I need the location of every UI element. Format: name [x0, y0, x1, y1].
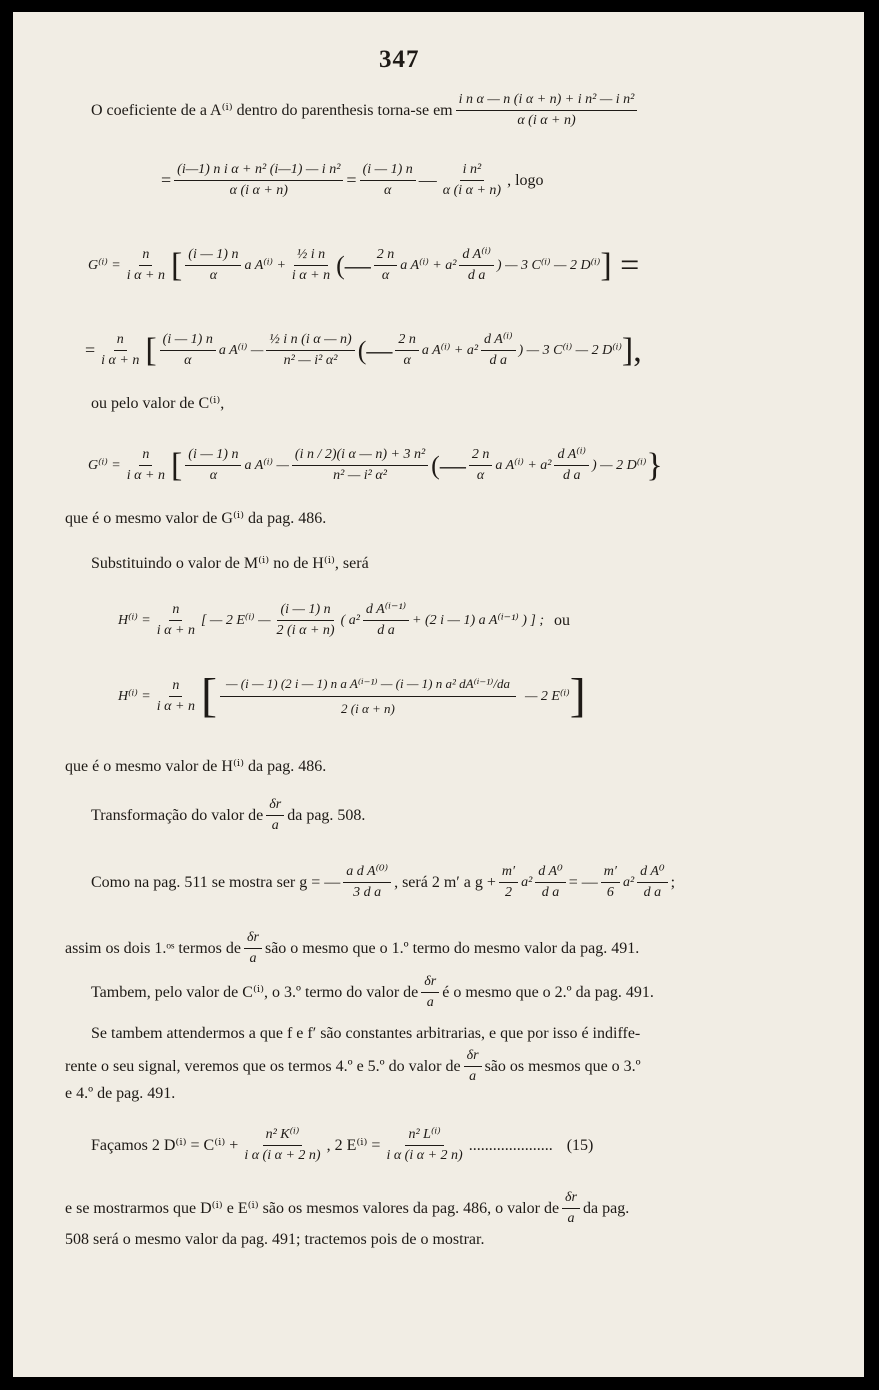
close-bracket: ],: [621, 331, 642, 369]
text-run: , 2 E⁽ⁱ⁾ =: [326, 1136, 381, 1154]
fraction-denominator: 3 d a: [353, 885, 382, 900]
paragraph-1-text: O coeficiente de a A⁽ⁱ⁾ dentro do parenthesis torna-se em: [91, 101, 453, 119]
fraction-denominator: n² — i² α²: [333, 468, 387, 483]
fraction-numerator: d A⁰: [535, 864, 565, 883]
fraction-numerator: n: [169, 678, 182, 697]
fraction-numerator: i n α — n (i α + n) + i n² — i n²: [456, 92, 638, 111]
fraction-numerator: δr: [562, 1190, 580, 1209]
equation-term: a A⁽ⁱ⁾ —: [244, 458, 289, 473]
fraction-denominator: α: [381, 268, 390, 283]
text-run: a²: [622, 874, 635, 890]
page-number: 347: [379, 46, 420, 73]
equation-2: = $\frac{\text{(i—1) n i α + n² (i—1) — i n²}}{\text{α (i α + n)}}$ = $\frac{(i — 1) n}{\alpha}$ — $\frac{\text{i n²}}{\text{α (i α + n)}}$ , logo: [161, 162, 544, 198]
fraction-denominator: i α (i α + 2 n): [244, 1148, 321, 1163]
equation-6: G⁽ⁱ⁾ = $\frac{n}{\text{i α + n}}$ [ $\frac{(i — 1) n}{\alpha}$ a A⁽ⁱ⁾ — $\frac{\text{(i n / 2)(i α — n) + 3 n²}}{\text{n² — i² α²}}$ (— $\frac{2 n}{\alpha}$ a A⁽ⁱ⁾ + a² $\frac{\text{d A⁽ⁱ⁾}}{\text{d a}}$ ) — 2 D⁽ⁱ⁾ }: [88, 446, 663, 484]
fraction-numerator: δr: [266, 797, 284, 816]
fraction-numerator: (i — 1) n: [160, 332, 216, 351]
fraction: [456, 92, 638, 129]
close-bracket: ] =: [600, 246, 640, 284]
equation-term: + (2 i — 1) a A⁽ⁱ⁻¹⁾ ) ] ;: [412, 613, 544, 628]
text-run: são os mesmos que o 3.º: [484, 1057, 641, 1075]
fraction-numerator: m′: [601, 864, 620, 883]
text-run: Como na pag. 511 se mostra ser g = —: [91, 873, 341, 891]
paragraph-16-line-3: e 4.º de pag. 491.: [65, 1085, 176, 1102]
text-run: , será 2 m′ a g +: [394, 873, 496, 891]
fraction-numerator: d A⁽ⁱ⁾: [481, 332, 516, 351]
leader-dots: .....................: [468, 1136, 553, 1154]
equation-tail: ou: [553, 611, 570, 629]
fraction-numerator: i n²: [460, 162, 485, 181]
fraction-numerator: n: [114, 332, 127, 351]
fraction-numerator: (i — 1) n: [360, 162, 416, 181]
equation-term: ) — 3 C⁽ⁱ⁾ — 2 D⁽ⁱ⁾: [518, 343, 622, 358]
fraction-numerator: d A⁽ⁱ⁾: [459, 247, 494, 266]
fraction-denominator: α (i α + n): [229, 183, 288, 198]
fraction-denominator: i α + n: [126, 268, 165, 283]
equation-term: a A⁽ⁱ⁾ —: [218, 343, 264, 358]
fraction-denominator: a: [271, 818, 279, 833]
paragraph-1: [91, 92, 640, 129]
fraction-denominator: d a: [467, 268, 486, 283]
fraction-numerator: m′: [499, 864, 518, 883]
equation-term: [ — 2 E⁽ⁱ⁾ —: [200, 613, 271, 628]
equation-term: — 2 E⁽ⁱ⁾: [524, 688, 570, 704]
fraction-denominator: i α + n: [101, 353, 140, 368]
open-paren: (—: [431, 450, 466, 480]
equation-number: (15): [566, 1136, 594, 1154]
fraction-numerator: (i — 1) n: [277, 602, 333, 621]
fraction-numerator: n: [139, 447, 152, 466]
fraction-denominator: α: [209, 268, 218, 283]
text-run: e se mostrarmos que D⁽ⁱ⁾ e E⁽ⁱ⁾ são os mesmos valores da pag. 486, o valor de: [65, 1199, 560, 1217]
fraction-numerator: δr: [421, 974, 439, 993]
equation-10: H⁽ⁱ⁾ = $\frac{n}{\text{i α + n}}$ [ $\frac{\text{— (i — 1) (2 i — 1) n a A⁽ⁱ⁻¹⁾ — (i — 1) n a² dA⁽ⁱ⁻¹⁾/da}}{\text{2 (i α + n)}}$ — 2 E⁽ⁱ⁾ ]: [118, 669, 586, 722]
fraction-denominator: a: [469, 1069, 477, 1084]
text-run: da pag. 508.: [287, 806, 366, 824]
text-run: rente o seu signal, veremos que os termos 4.º e 5.º do valor de: [65, 1057, 461, 1075]
paragraph-7: que é o mesmo valor de G⁽ⁱ⁾ da pag. 486.: [65, 510, 327, 527]
fraction-numerator: 2 n: [469, 447, 493, 466]
fraction-denominator: 2 (i α + n): [276, 623, 335, 638]
fraction-denominator: d a: [489, 353, 508, 368]
equation-lead: H⁽ⁱ⁾ =: [118, 688, 151, 704]
paragraph-14: [65, 930, 639, 967]
fraction-denominator: 2 (i α + n): [341, 700, 395, 716]
fraction-numerator: n² K⁽ⁱ⁾: [263, 1127, 303, 1146]
paragraph-12: [91, 797, 365, 834]
paragraph-8: Substituindo o valor de M⁽ⁱ⁾ no de H⁽ⁱ⁾, será: [91, 555, 369, 572]
paragraph-16-line-1: Se tambem attendermos a que f e f′ são constantes arbitrarias, e que por isso é indiffe-: [91, 1025, 641, 1042]
text-run: ;: [670, 873, 676, 891]
equation-term: a A⁽ⁱ⁾ + a²: [495, 458, 552, 473]
paragraph-5: ou pelo valor de C⁽ⁱ⁾,: [91, 395, 225, 412]
fraction-numerator: δr: [244, 930, 262, 949]
equation-term: ) — 2 D⁽ⁱ⁾: [591, 458, 647, 473]
fraction-numerator: — (i — 1) (2 i — 1) n a A⁽ⁱ⁻¹⁾ — (i — 1) n a² dA⁽ⁱ⁻¹⁾/da: [220, 676, 516, 697]
open-paren: (—: [336, 250, 371, 280]
equation-2-tail: , logo: [507, 171, 544, 189]
fraction-numerator: n² L⁽ⁱ⁾: [405, 1127, 443, 1146]
text-run: a²: [521, 874, 533, 890]
equation-lead: H⁽ⁱ⁾ =: [118, 613, 151, 628]
fraction-numerator: 2 n: [395, 332, 419, 351]
fraction-numerator: d A⁽ⁱ⁾: [554, 447, 589, 466]
fraction-denominator: d a: [377, 623, 395, 638]
fraction: [440, 162, 504, 199]
fraction-denominator: d a: [562, 468, 581, 483]
equation-term: a A⁽ⁱ⁾ + a²: [421, 343, 479, 358]
fraction-denominator: α: [403, 353, 411, 368]
fraction-denominator: α: [184, 353, 192, 368]
fraction-denominator: i α (i α + 2 n): [386, 1148, 463, 1163]
fraction-denominator: d a: [643, 885, 662, 900]
close-brace: }: [646, 446, 663, 484]
fraction-denominator: α: [383, 183, 392, 198]
fraction-denominator: α: [209, 468, 218, 483]
fraction-numerator: (i — 1) n: [185, 447, 241, 466]
fraction-numerator: d A⁰: [637, 864, 667, 883]
paragraph-18-line-2: 508 será o mesmo valor da pag. 491; tractemos pois de o mostrar.: [65, 1231, 485, 1248]
fraction-denominator: α (i α + n): [442, 183, 502, 198]
text-run: da pag.: [583, 1199, 630, 1217]
text-run: são o mesmo que o 1.º termo do mesmo valor da pag. 491.: [264, 939, 640, 957]
text-run: Façamos 2 D⁽ⁱ⁾ = C⁽ⁱ⁾ +: [91, 1136, 239, 1154]
fraction-denominator: i α + n: [156, 698, 195, 714]
text-run: Transformação do valor de: [91, 806, 264, 824]
equation-term: a A⁽ⁱ⁾ + a²: [400, 258, 457, 273]
equation-lead: G⁽ⁱ⁾ =: [88, 258, 121, 273]
fraction-denominator: i α + n: [291, 268, 331, 283]
fraction-numerator: (i n / 2)(i α — n) + 3 n²: [292, 447, 428, 466]
fraction-numerator: ½ i n (i α — n): [266, 332, 354, 351]
fraction: [174, 162, 343, 199]
equation-3: G⁽ⁱ⁾ = $\frac{n}{\text{i α + n}}$ [ $\frac{(i — 1) n}{\alpha}$ a A⁽ⁱ⁾ + $\frac{\text{½ i n}}{\text{i α + n}}$ (— $\frac{2 n}{\alpha}$ a A⁽ⁱ⁾ + a² $\frac{\text{d A⁽ⁱ⁾}}{\text{d a}}$ ) — 3 C⁽ⁱ⁾ — 2 D⁽ⁱ⁾ ] =: [88, 246, 640, 284]
fraction-denominator: a: [426, 995, 434, 1010]
equation-term: ( a²: [340, 612, 360, 628]
equation-lead: =: [85, 340, 96, 360]
fraction-denominator: d a: [541, 885, 560, 900]
paragraph-15: [91, 974, 654, 1011]
fraction: [360, 162, 416, 199]
text-run: Tambem, pelo valor de C⁽ⁱ⁾, o 3.º termo do valor de: [91, 983, 419, 1001]
fraction-numerator: (i—1) n i α + n² (i—1) — i n²: [174, 162, 343, 181]
fraction-denominator: i α + n: [156, 623, 195, 638]
fraction-denominator: 2: [505, 885, 512, 900]
fraction-numerator: (i — 1) n: [185, 247, 241, 266]
equation-lead: G⁽ⁱ⁾ =: [88, 458, 121, 473]
equation-term: ) — 3 C⁽ⁱ⁾ — 2 D⁽ⁱ⁾: [496, 258, 601, 273]
equation-9: [118, 602, 570, 639]
fraction-numerator: δr: [464, 1048, 482, 1067]
paragraph-17: [91, 1127, 593, 1164]
paragraph-18-line-1: [65, 1190, 629, 1227]
fraction-numerator: 2 n: [374, 247, 398, 266]
fraction-numerator: d A⁽ⁱ⁻¹⁾: [363, 602, 409, 621]
document-page: [13, 12, 864, 1377]
equation-term: a A⁽ⁱ⁾ +: [244, 258, 286, 273]
open-paren: (—: [357, 335, 393, 365]
fraction-numerator: a d A⁽⁰⁾: [343, 864, 391, 883]
fraction-numerator: ½ i n: [294, 247, 328, 266]
fraction-denominator: a: [249, 951, 257, 966]
text-run: = —: [568, 873, 598, 891]
fraction-denominator: i α + n: [126, 468, 165, 483]
fraction-denominator: n² — i² α²: [283, 353, 338, 368]
paragraph-11: que é o mesmo valor de H⁽ⁱ⁾ da pag. 486.: [65, 758, 327, 775]
text-run: é o mesmo que o 2.º da pag. 491.: [442, 983, 654, 1001]
equation-4: = $\frac{n}{\text{i α + n}}$ [ $\frac{(i — 1) n}{\alpha}$ a A⁽ⁱ⁾ — $\frac{\text{½ i n (i α — n)}}{\text{n² — i² α²}}$ (— $\frac{2 n}{\alpha}$ a A⁽ⁱ⁾ + a² $\frac{\text{d A⁽ⁱ⁾}}{\text{d a}}$ ) — 3 C⁽ⁱ⁾ — 2 D⁽ⁱ⁾ ],: [85, 331, 642, 369]
paragraph-16-line-2: [65, 1048, 641, 1085]
fraction-numerator: n: [169, 602, 182, 621]
fraction-denominator: α: [476, 468, 485, 483]
fraction-denominator: a: [567, 1211, 575, 1226]
fraction-denominator: 6: [606, 885, 614, 900]
fraction-numerator: n: [139, 247, 152, 266]
fraction-denominator: α (i α + n): [517, 113, 576, 128]
paragraph-13: [91, 864, 675, 901]
text-run: assim os dois 1.ᵒˢ termos de: [65, 939, 241, 957]
